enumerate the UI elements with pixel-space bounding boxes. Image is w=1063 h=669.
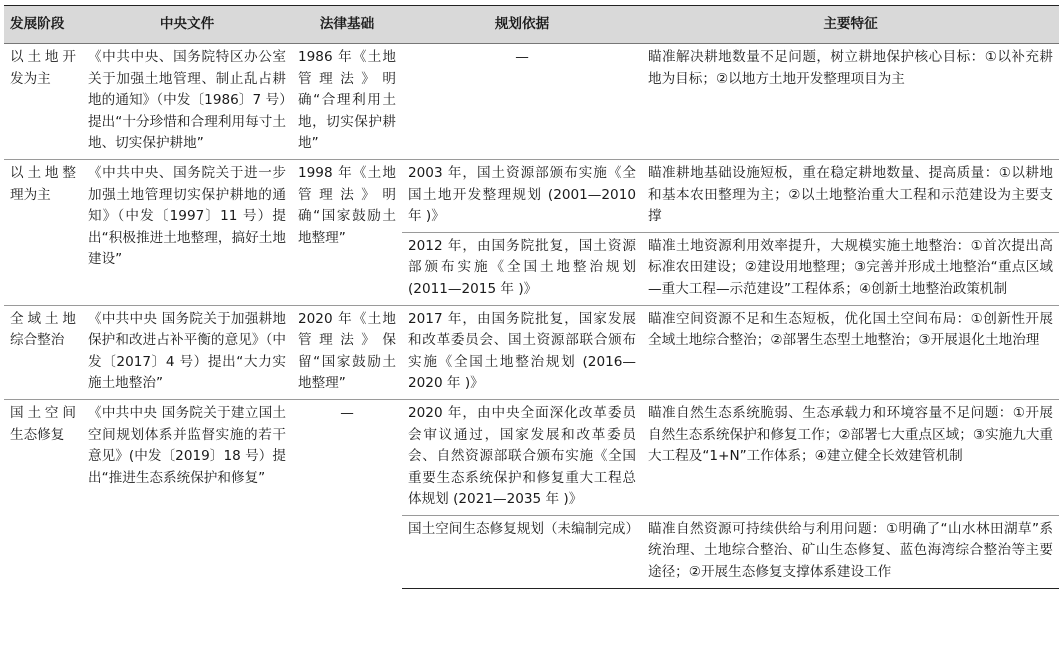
features-cell: 瞄准自然生态系统脆弱、生态承载力和环境容量不足问题：①开展自然生态系统保护和修复工作；②部署七大重点区域；③实施九大重大工程及“1+N”工作体系；④建立健全长效建管机制 — [642, 399, 1059, 515]
document-cell: 《中共中央 国务院关于建立国土空间规划体系并监督实施的若干意见》(中发〔2019〕18 号）提出“推进生态系统保护和修复” — [82, 399, 292, 588]
stage-cell: 以土地整理为主 — [4, 159, 82, 305]
planning-cell: 2003 年，国土资源部颁布实施《全国土地开发整理规划 (2001—2010 年 )》 — [402, 159, 642, 232]
land-consolidation-stages-table — [4, 5, 1059, 589]
stage-cell: 以土地开发为主 — [10, 49, 76, 87]
legal-cell: 1998 年《土地管理法》明确“国家鼓励土地整理” — [292, 159, 402, 305]
planning-cell: 国土空间生态修复规划（未编制完成） — [402, 515, 642, 588]
header-document: 中央文件 — [82, 6, 292, 44]
header-row — [4, 6, 1059, 44]
features-cell: 瞄准自然资源可持续供给与利用问题：①明确了“山水林田湖草”系统治理、土地综合整治、矿山生态修复、蓝色海湾综合整治等主要途径；②开展生态修复支撑体系建设工作 — [642, 515, 1059, 588]
features-cell: 瞄准解决耕地数量不足问题，树立耕地保护核心目标：①以补充耕地为目标；②以地方土地开发整理项目为主 — [648, 49, 1053, 87]
header-legal-basis: 法律基础 — [292, 6, 402, 44]
table-row — [4, 399, 1059, 515]
features-cell: 瞄准耕地基础设施短板，重在稳定耕地数量、提高质量：①以耕地和基本农田整理为主；②以土地整治重大工程和示范建设为主要支撑 — [642, 159, 1059, 232]
document-cell: 《中共中央、国务院特区办公室关于加强土地管理、制止乱占耕地的通知》（中发〔1986〕7 号）提出“十分珍惜和合理利用每寸土地、切实保护耕地” — [88, 49, 286, 152]
header-planning-basis: 规划依据 — [402, 6, 642, 44]
table-row — [4, 305, 1059, 399]
table-row — [4, 44, 1059, 160]
table-row — [4, 159, 1059, 232]
features-cell: 瞄准空间资源不足和生态短板，优化国土空间布局：①创新性开展全域土地综合整治；②部署生态型土地整治；③开展退化土地治理 — [642, 305, 1059, 399]
legal-cell: — — [292, 399, 402, 588]
stage-cell: 全域土地综合整治 — [4, 305, 82, 399]
features-cell: 瞄准土地资源利用效率提升，大规模实施土地整治：①首次提出高标准农田建设；②建设用地整理；③完善并形成土地整治“重点区域—重大工程—示范建设”工程体系；④创新土地整治政策机制 — [642, 232, 1059, 305]
header-stage: 发展阶段 — [4, 6, 82, 44]
document-cell: 《中共中央、国务院关于进一步加强土地管理切实保护耕地的通知》（中发〔1997〕11 号）提出“积极推进土地整理，搞好土地建设” — [82, 159, 292, 305]
document-cell: 《中共中央 国务院关于加强耕地保护和改进占补平衡的意见》（中发〔2017〕4 号）提出“大力实施土地整治” — [82, 305, 292, 399]
header-features: 主要特征 — [642, 6, 1059, 44]
stage-cell: 国土空间生态修复 — [4, 399, 82, 588]
planning-cell: 2017 年，由国务院批复，国家发展和改革委员会、国土资源部联合颁布实施《全国土地整治规划 (2016—2020 年 )》 — [402, 305, 642, 399]
planning-cell: — — [515, 49, 529, 65]
planning-cell: 2020 年，由中央全面深化改革委员会审议通过，国家发展和改革委员会、自然资源部联合颁布实施《全国重要生态系统保护和修复重大工程总体规划 (2021—2035 年 )》 — [402, 399, 642, 515]
legal-cell: 2020 年《土地管理法》保留“国家鼓励土地整理” — [292, 305, 402, 399]
planning-cell: 2012 年，由国务院批复，国土资源部颁布实施《全国土地整治规划 (2011—2015 年 )》 — [402, 232, 642, 305]
legal-cell: 1986 年《土地管理法》明确“合理利用土地，切实保护耕地” — [298, 49, 396, 152]
